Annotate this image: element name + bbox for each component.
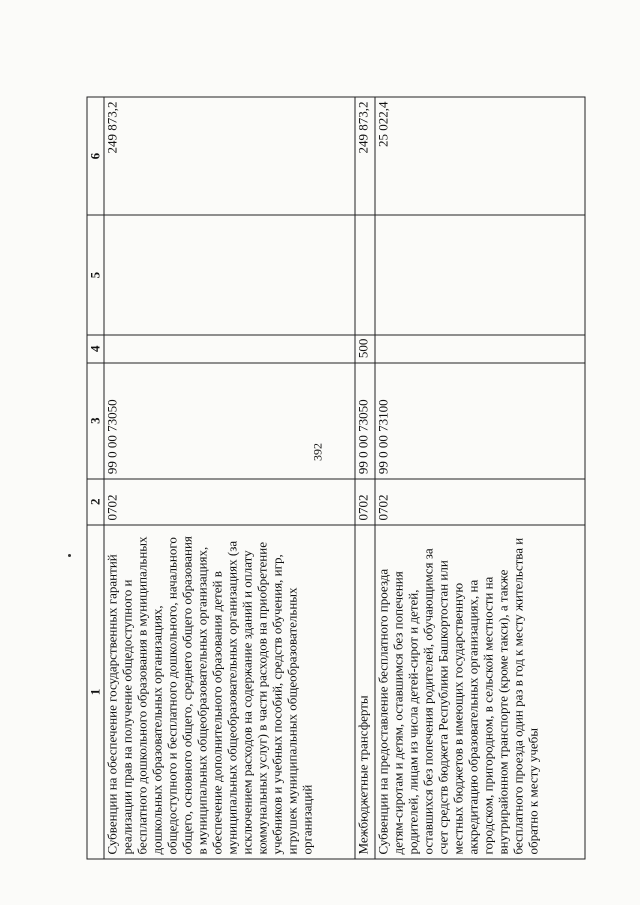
table-row — [375, 97, 585, 859]
row-name: Субвенции на обеспечение государственных гарантий реализации прав на получение общедоступного и бесплатного дошкольного образования в муниципальных дошкольных образовательных организациях, общедоступного и бесплатного дошкольного, начального общего, основного общего, среднего общего образования в муниципальных общеобразовательных организациях, обеспечение дополнительного образования детей в муниципальных общеобразовательных организациях (за исключением расходов на содержание зданий и оплату коммунальных услуг) в части расходов на приобретение учебников и учебных пособий, средств обучения, игр, игрушек муниципальных общеобразовательных организаций — [104, 525, 355, 859]
header-col-4: 4 — [87, 335, 104, 363]
row-target: 99 0 00 73100 — [375, 363, 585, 479]
header-col-6: 6 — [87, 97, 104, 215]
row-col5 — [104, 215, 355, 334]
table-row — [104, 97, 355, 859]
rotated-table-wrapper — [87, 97, 586, 860]
row-target: 99 0 00 73050 — [355, 363, 375, 479]
budget-table — [87, 97, 586, 860]
row-type: 500 — [355, 335, 375, 363]
row-type — [375, 335, 585, 363]
row-name: Субвенции на предоставление бесплатного проезда детям-сиротам и детям, оставшимся без попечения родителей, лицам из числа детей-сирот и детей, оставшихся без попечения родителей, обучающимся за счет средств бюджета Республики Башкортостан или местных бюджетов в имеющих государственную аккредитацию образовательных организациях, на городском, пригородном, в сельской местности на внутрирайонном транспорте (кроме такси), а также бесплатного проезда один раз в год к месту жительства и обратно к месту учебы — [375, 525, 585, 859]
header-col-5: 5 — [87, 215, 104, 334]
page-number: 392 — [310, 443, 325, 461]
table-row — [355, 97, 375, 859]
header-row — [87, 97, 104, 859]
row-type — [104, 335, 355, 363]
header-col-3: 3 — [87, 363, 104, 479]
row-amount: 249 873,2 — [104, 97, 355, 215]
row-section: 0702 — [104, 479, 355, 525]
header-col-2: 2 — [87, 479, 104, 525]
row-col5 — [355, 215, 375, 334]
row-amount: 25 022,4 — [375, 97, 585, 215]
row-name: Межбюджетные трансферты — [355, 525, 375, 859]
row-section: 0702 — [375, 479, 585, 525]
header-col-1: 1 — [87, 525, 104, 859]
row-amount: 249 873,2 — [355, 97, 375, 215]
scan-speck — [68, 554, 71, 557]
row-col5 — [375, 215, 585, 334]
row-target: 99 0 00 73050 — [104, 363, 355, 479]
row-section: 0702 — [355, 479, 375, 525]
